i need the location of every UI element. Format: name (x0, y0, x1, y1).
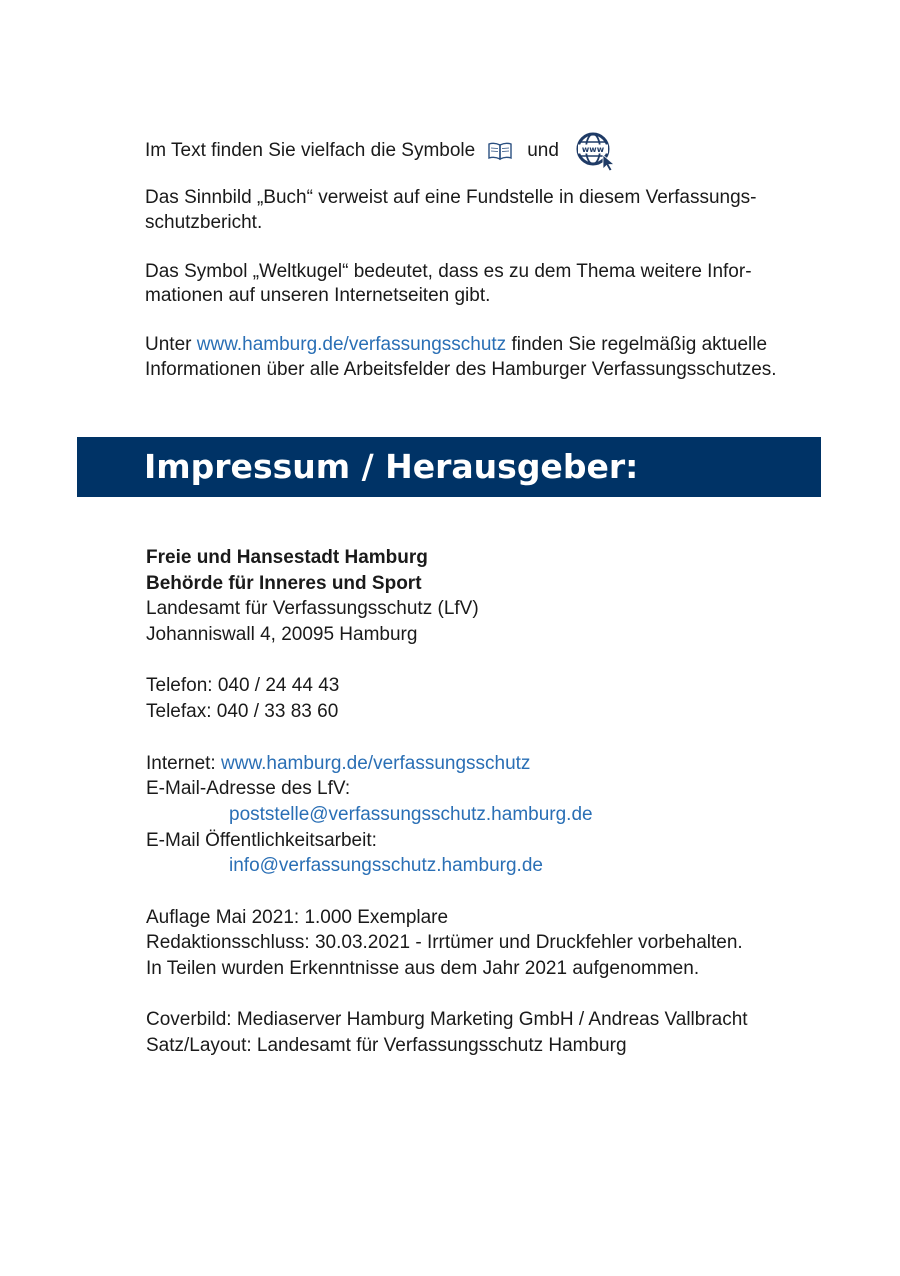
cover-credit: Coverbild: Mediaserver Hamburg Marketing GmbH / Andreas Vallbracht (146, 1009, 748, 1031)
email-pr-link[interactable]: info@verfassungsschutz.hamburg.de (229, 855, 543, 877)
symbols-line (145, 136, 815, 166)
symbols-text: Im Text finden Sie vielfach die Symbole (145, 139, 476, 161)
edition: Auflage Mai 2021: 1.000 Exemplare (146, 906, 449, 928)
internet-label: Internet: (146, 752, 216, 774)
email-lfv-link[interactable]: poststelle@verfassungsschutz.hamburg.de (229, 803, 593, 825)
email-lfv-line (146, 802, 846, 828)
globe-explanation: Das Symbol „Weltkugel“ bedeutet, dass es zu dem Thema weitere Informationen auf unseren Internetseiten gibt. (145, 260, 752, 306)
office-name: Landesamt für Verfassungsschutz (LfV) (146, 598, 479, 620)
email-lfv-label: E-Mail-Adresse des LfV: (146, 778, 351, 800)
website-suffix: finden Sie regelmäßig aktuelle Informationen über alle Arbeitsfelder des Hamburger Verfassungsschutzes. (145, 334, 777, 380)
imprint-section (146, 545, 846, 1059)
fax: Telefax: 040 / 33 83 60 (146, 701, 339, 723)
imprint-heading: Impressum / Herausgeber: (144, 447, 639, 486)
org-line1: Freie und Hansestadt Hamburg (146, 547, 428, 568)
email-pr-label: E-Mail Öffentlichkeitsarbeit: (146, 829, 377, 851)
imprint-banner (77, 437, 821, 497)
book-explanation: Das Sinnbild „Buch“ verweist auf eine Fundstelle in diesem Verfassungsschutzbericht. (145, 187, 757, 233)
org-line2: Behörde für Inneres und Sport (146, 572, 422, 594)
book-icon (487, 141, 513, 161)
and-text: und (527, 139, 559, 161)
note: In Teilen wurden Erkenntnisse aus dem Jahr 2021 aufgenommen. (146, 958, 700, 979)
website-link[interactable]: www.hamburg.de/verfassungsschutz (196, 334, 507, 355)
website-prefix: Unter (145, 334, 192, 355)
svg-text:www: www (581, 145, 605, 154)
internet-line (146, 751, 846, 777)
intro-section (145, 136, 815, 407)
website-paragraph (145, 333, 815, 382)
address: Johanniswall 4, 20095 Hamburg (146, 624, 418, 646)
internet-link[interactable]: www.hamburg.de/verfassungsschutz (221, 752, 531, 774)
phone: Telefon: 040 / 24 44 43 (146, 675, 340, 697)
globe-www-icon (575, 131, 621, 171)
deadline: Redaktionsschluss: 30.03.2021 - Irrtümer und Druckfehler vorbehalten. (146, 932, 743, 954)
layout-credit: Satz/Layout: Landesamt für Verfassungsschutz Hamburg (146, 1035, 627, 1057)
email-pr-line (146, 853, 846, 879)
